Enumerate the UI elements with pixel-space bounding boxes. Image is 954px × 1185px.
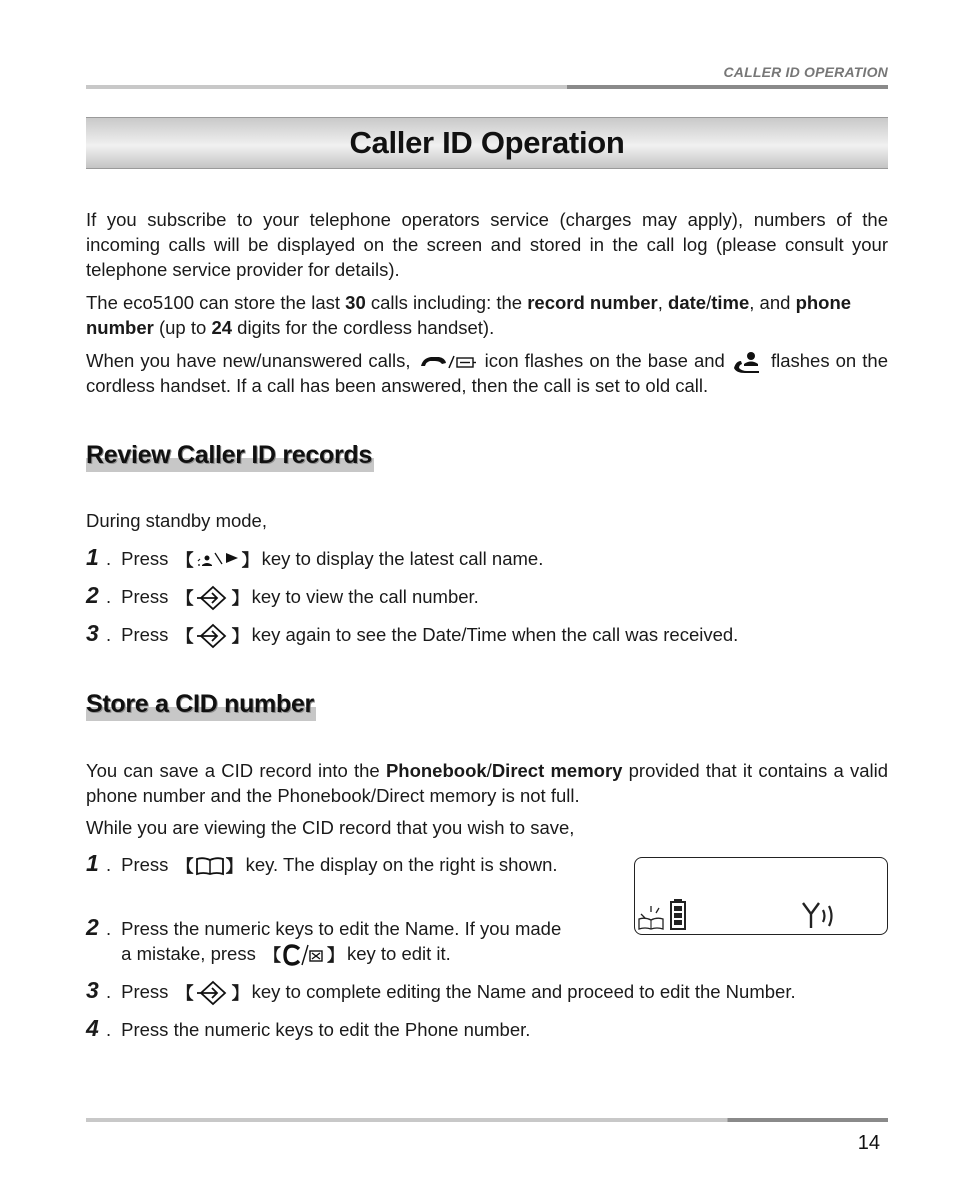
step-post: key again to see the Date/Time when the call was received. [251,624,739,645]
step-pre: Press [121,624,169,645]
p2-text-m: digits for the cordless handset). [232,317,495,338]
step-post: key. The display on the right is shown. [245,854,558,875]
signal-antenna-icon [801,900,841,930]
store-step-3 [86,979,888,1006]
step-number: 3 [86,620,99,646]
step-number: 4 [86,1015,99,1041]
p2-digits: 24 [211,317,233,338]
step-number: 2 [86,582,99,608]
review-heading: Review Caller ID records [86,441,374,472]
p2-text-i: , and [749,292,796,313]
step-dot: . [106,624,112,645]
step-dot: . [106,586,112,607]
intro-paragraph-3 [86,348,888,398]
lcd-display [634,857,888,935]
clear-mute-key[interactable]: 【 】 [263,945,344,965]
step-number: 1 [86,850,99,876]
store-text-a: You can save a CID record into the [86,760,386,781]
caller-id-key[interactable]: 【 】 [176,550,259,570]
p2-text-a: The eco5100 can store the last [86,292,346,313]
step-pre: Press the numeric keys to edit the Name. If you made a mistake, press [121,918,562,964]
p2-text-e: , [657,292,669,313]
step-pre: Press [121,854,169,875]
step-number: 1 [86,544,99,570]
step-dot: . [106,854,112,875]
title-bar [86,117,888,169]
step-number: 2 [86,914,99,940]
step-dot: . [106,548,112,569]
review-step-3 [86,622,738,649]
store-step-2 [86,916,576,968]
navigation-key[interactable]: 【 】 [176,983,249,1003]
intro-paragraph-1: If you subscribe to your telephone operators service (charges may apply), numbers of the incoming calls will be displayed on the screen and stored in the call log (please consult your telephone service provider for details). [86,209,888,280]
phonebook-blink-icon [637,902,667,930]
review-step-1 [86,546,543,573]
p2-record-number: record number [527,292,658,313]
p3-text-c: flashes on the cordless handset. If a call has been answered, then the call is set to old call. [86,350,888,397]
missed-call-base-icon [419,354,477,370]
navigation-key[interactable]: 【 】 [176,588,249,608]
p2-count: 30 [345,292,366,313]
store-lead: While you are viewing the CID record that you wish to save, [86,817,575,838]
step-text [121,852,576,879]
review-step-2 [86,584,479,611]
page-number: 14 [857,1132,880,1154]
p2-date: date [668,292,707,313]
step-text [121,546,543,573]
store-slash: / [486,760,492,781]
step-dot: . [106,918,112,939]
step-pre: Press [121,981,169,1002]
page-title: Caller ID Operation [349,125,625,160]
p3-text-b: icon flashes on the base and [478,350,731,371]
store-step-1 [86,852,576,879]
step-post: key to view the call number. [251,586,479,607]
step-text: Press the numeric keys to edit the Phone number. [121,1019,531,1040]
intro-paragraph-2 [86,290,888,340]
step-post: key to display the latest call name. [261,548,544,569]
step-dot: . [106,1019,112,1040]
step-text [121,622,738,649]
step-post: key to complete editing the Name and proceed to edit the Number. [251,981,796,1002]
missed-call-handset-icon [733,351,763,373]
store-text-e: provided that it contains a valid phone number and the Phonebook/Direct memory is not full. [86,760,889,806]
step-text [121,916,576,968]
p2-phone-number: phone number [86,292,852,338]
bottom-rule [86,1118,888,1122]
step-text [121,979,888,1006]
p2-text-c: calls including: the [365,292,528,313]
p2-text-k: (up to [153,317,212,338]
store-direct-memory: Direct memory [491,760,623,781]
top-rule [86,85,888,89]
step-dot: . [106,981,112,1002]
store-phonebook: Phonebook [385,760,487,781]
phonebook-key[interactable]: 【 】 [176,856,243,876]
step-number: 3 [86,977,99,1003]
review-lead: During standby mode, [86,510,267,531]
navigation-key[interactable]: 【 】 [176,626,249,646]
running-head: CALLER ID OPERATION [723,64,888,80]
p2-slash: / [706,292,712,313]
store-heading: Store a CID number [86,690,316,721]
battery-icon [669,898,687,930]
p3-text-a: When you have new/unanswered calls, [86,350,417,371]
step-pre: Press [121,586,169,607]
step-post: key to edit it. [346,943,451,964]
store-step-4 [86,1017,530,1042]
store-paragraph [86,758,888,808]
p2-time: time [711,292,750,313]
step-pre: Press [121,548,169,569]
step-text [121,584,479,611]
